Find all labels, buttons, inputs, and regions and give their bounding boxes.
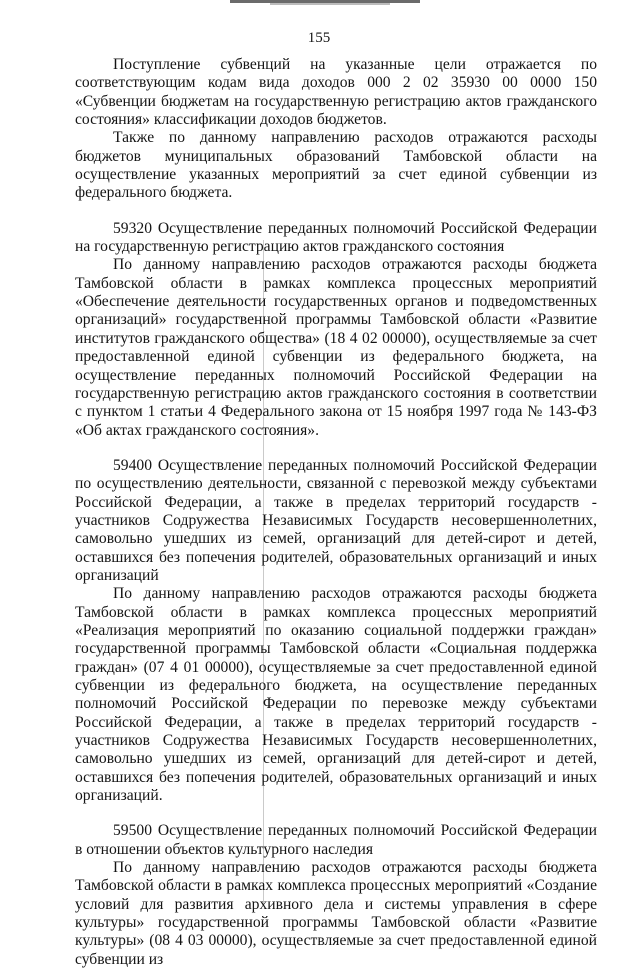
page-number: 155 — [307, 30, 331, 46]
section-heading-59400: 59400 Осуществление переданных полномочий Российской Федерации по осуществлению деятельности, связанной с перевозкой между субъектами Российской Федерации, а также в пределах территорий государств - участников Содружества Независимых Государств несовершеннолетних, самовольно ушедших из семей, организаций для детей-сирот и детей, оставшихся без попечения родителей, образовательных организаций и иных организаций — [75, 456, 597, 584]
paragraph-59400-details: По данному направлению расходов отражаются расходы бюджета Тамбовской области в рамках комплекса процессных мероприятий «Реализация мероприятий по оказанию социальной поддержки граждан» государственной программы Тамбовской области «Социальная поддержка граждан» (07 4 01 00000), осуществляемые за счет предоставленной единой субвенции из федерального бюджета, на осуществление переданных полномочий Российской Федерации по перевозке между субъектами Российской Федерации, а также в пределах территорий государств - участников Содружества Независимых Государств несовершеннолетних, самовольно ушедших из семей, организаций для детей-сирот и детей, оставшихся без попечения родителей, образовательных организаций и иных организаций. — [75, 585, 597, 805]
section-heading-59500: 59500 Осуществление переданных полномочий Российской Федерации в отношении объектов культурного наследия — [75, 822, 597, 858]
section-heading-59320: 59320 Осуществление переданных полномочий Российской Федерации на государственную регистрацию актов гражданского состояния — [75, 219, 597, 256]
paragraph-59320-details: По данному направлению расходов отражаются расходы бюджета Тамбовской области в рамках комплекса процессных мероприятий «Обеспечение деятельности государственных органов и подведомственных организаций» государственной программы Тамбовской области «Развитие институтов гражданского общества» (18 4 02 00000), осуществляемые за счет предоставленной единой субвенции из федерального бюджета, на осуществление переданных полномочий Российской Федерации на государственную регистрацию актов гражданского состояния в соответствии с пунктом 1 статьи 4 Федерального закона от 15 ноября 1997 года № 143-ФЗ «Об актах гражданского состояния». — [75, 256, 597, 439]
paragraph-59500-details: По данному направлению расходов отражаются расходы бюджета Тамбовской области в рамках комплекса процессных мероприятий «Создание условий для развития архивного дела и системы управления в сфере культуры» государственной программы Тамбовской области «Развитие культуры» (08 4 03 00000), осуществляемые за счет предоставленной единой субвенции из — [75, 859, 597, 968]
paragraph-municipal-expenses: Также по данному направлению расходов отражаются расходы бюджетов муниципальных образований Тамбовской области на осуществление указанных мероприятий за счет единой субвенции из федерального бюджета. — [75, 129, 597, 202]
scan-header-mark — [230, 0, 420, 3]
document-body — [75, 56, 597, 969]
paragraph-revenue-receipt: Поступление субвенций на указанные цели отражается по соответствующим кодам вида доходов 000 2 02 35930 00 0000 150 «Субвенции бюджетам на государственную регистрацию актов гражданского состояния» классификации доходов бюджетов. — [75, 56, 597, 129]
